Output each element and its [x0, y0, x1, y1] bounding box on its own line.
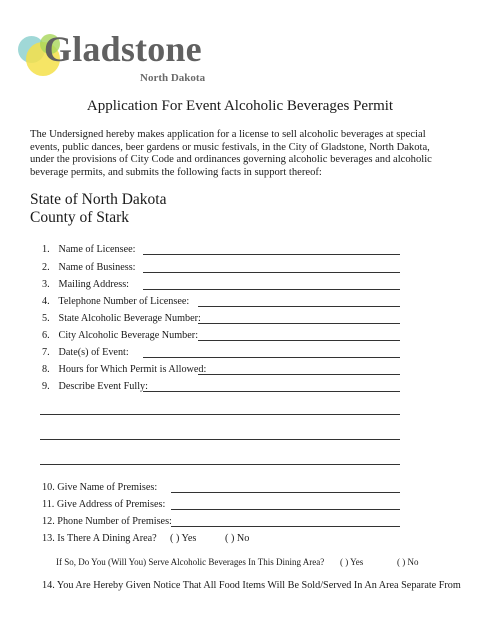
telephone-input-line[interactable]	[198, 306, 400, 307]
field-row-premises-address	[42, 499, 165, 513]
event-description-line-3[interactable]	[40, 439, 400, 440]
field-label: State Alcoholic Beverage Number:	[58, 313, 201, 324]
field-number: 6.	[42, 330, 50, 341]
field-row-mailing	[42, 279, 129, 293]
field-row-premises-name	[42, 482, 157, 496]
premises-name-input-line[interactable]	[171, 492, 400, 493]
field-row-city-bev	[42, 330, 198, 344]
field-row-dates	[42, 347, 129, 361]
field-row-licensee	[42, 244, 135, 258]
venue-block	[30, 191, 166, 227]
field-label: Mailing Address:	[58, 279, 130, 290]
question-serve-in-dining-area: If So, Do You (Will You) Serve Alcoholic Beverages In This Dining Area?	[56, 557, 325, 567]
field-number: 11.	[42, 499, 55, 510]
field-number: 2.	[42, 262, 50, 273]
event-description-line-4[interactable]	[40, 464, 400, 465]
field-number: 12.	[42, 516, 55, 527]
venue-state: State of North Dakota	[30, 191, 167, 208]
field-label: Give Address of Premises:	[56, 499, 166, 510]
field-row-premises-phone	[42, 516, 172, 530]
field-label: Describe Event Fully:	[58, 381, 148, 392]
logo-wordmark: Gladstone	[44, 29, 202, 69]
logo-subtitle: North Dakota	[140, 72, 206, 84]
field-label: Telephone Number of Licensee:	[58, 296, 190, 307]
business-name-input-line[interactable]	[143, 272, 400, 273]
gladstone-logo	[18, 30, 238, 90]
field-number: 5.	[42, 313, 50, 324]
venue-county: County of Stark	[30, 209, 130, 226]
field-label: Hours for Which Permit is Allowed:	[58, 364, 207, 375]
field-label: Name of Business:	[58, 262, 136, 273]
mailing-address-input-line[interactable]	[143, 289, 400, 290]
field-row-business	[42, 262, 136, 276]
premises-address-input-line[interactable]	[171, 509, 400, 510]
field-number: 7.	[42, 347, 50, 358]
field-number: 1.	[42, 244, 50, 255]
event-description-line-2[interactable]	[40, 414, 400, 415]
licensee-name-input-line[interactable]	[143, 254, 400, 255]
field-label: City Alcoholic Beverage Number:	[58, 330, 199, 341]
dining-area-no-option[interactable]: ( ) No	[225, 533, 250, 544]
city-beverage-number-input-line[interactable]	[198, 340, 400, 341]
field-number: 8.	[42, 364, 50, 375]
dining-area-yes-option[interactable]: ( ) Yes	[170, 533, 197, 544]
form-title: Application For Event Alcoholic Beverages Permit	[86, 98, 394, 114]
state-beverage-number-input-line[interactable]	[198, 323, 400, 324]
question-dining-area: 13. Is There A Dining Area?	[42, 533, 157, 544]
premises-phone-input-line[interactable]	[171, 526, 400, 527]
field-label: Phone Number of Premises:	[57, 516, 172, 527]
event-description-input-line[interactable]	[143, 391, 400, 392]
field-row-state-bev	[42, 313, 201, 327]
field-number: 9.	[42, 381, 50, 392]
field-label: Give Name of Premises:	[57, 482, 158, 493]
field-number: 10.	[42, 482, 55, 493]
serve-dining-yes-option[interactable]: ( ) Yes	[340, 557, 364, 567]
field-label: Name of Licensee:	[58, 244, 136, 255]
question-food-notice: 14. You Are Hereby Given Notice That All Food Items Will Be Sold/Served In An Area Separate From	[42, 580, 461, 591]
event-dates-input-line[interactable]	[143, 357, 400, 358]
intro-paragraph: The Undersigned hereby makes application for a license to sell alcoholic beverages at special events, public dances, beer gardens or music festivals, in the City of Gladstone, North Dakota, under the provisions of City Code and ordinances governing alcoholic beverages and alcoholic beverage permits, and submits the following facts in support thereof:	[30, 129, 432, 178]
field-number: 4.	[42, 296, 50, 307]
field-row-telephone	[42, 296, 189, 310]
serve-dining-no-option[interactable]: ( ) No	[397, 557, 419, 567]
field-row-describe	[42, 381, 148, 395]
field-row-hours	[42, 364, 206, 378]
permit-hours-input-line[interactable]	[198, 374, 400, 375]
field-number: 3.	[42, 279, 50, 290]
field-label: Date(s) of Event:	[58, 347, 129, 358]
